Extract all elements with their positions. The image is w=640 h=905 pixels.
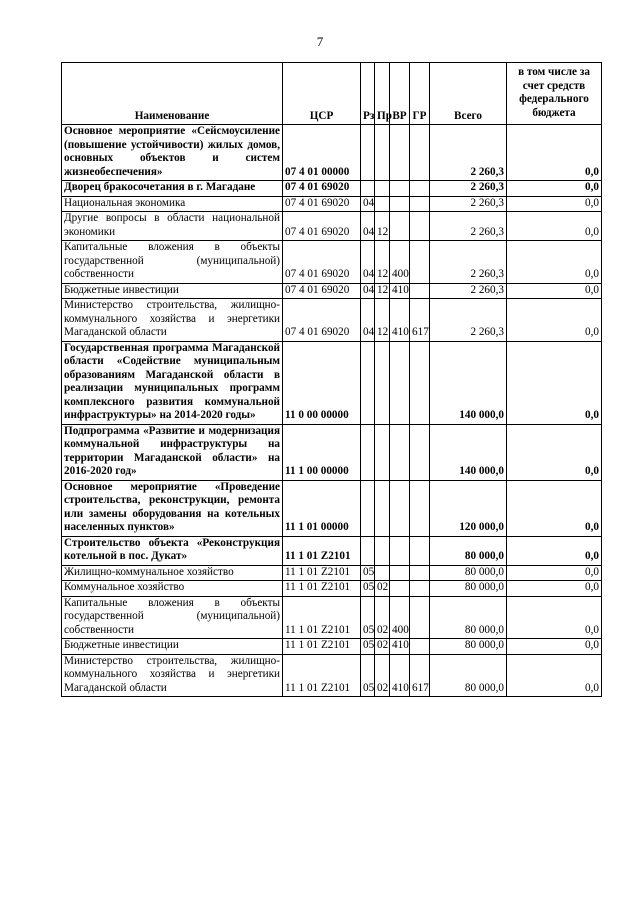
cell-total: 80 000,0 <box>430 654 507 697</box>
table-row <box>62 654 602 697</box>
cell-federal: 0,0 <box>507 424 602 480</box>
cell-csr: 11 1 01 Z2101 <box>283 639 361 655</box>
header-pr: Пр <box>375 63 390 125</box>
cell-gr <box>410 536 430 565</box>
cell-pr: 12 <box>375 212 390 241</box>
header-csr: ЦСР <box>283 63 361 125</box>
cell-federal: 0,0 <box>507 480 602 536</box>
cell-pr <box>375 181 390 197</box>
cell-vr <box>390 565 410 581</box>
cell-rz <box>361 181 375 197</box>
cell-total: 80 000,0 <box>430 536 507 565</box>
cell-total: 80 000,0 <box>430 639 507 655</box>
header-name: Наименование <box>62 63 283 125</box>
cell-gr <box>410 596 430 639</box>
cell-gr <box>410 181 430 197</box>
cell-gr <box>410 283 430 299</box>
cell-federal: 0,0 <box>507 596 602 639</box>
cell-name: Государственная программа Магаданской области «Содействие муниципальным образованиям Магаданской области в реализации муниципальных программ комплексного развития коммунальной инфраструктуры» на 2014-2020 годы» <box>62 341 283 424</box>
cell-vr: 410 <box>390 639 410 655</box>
cell-gr: 617 <box>410 299 430 342</box>
cell-rz: 05 <box>361 596 375 639</box>
cell-csr: 07 4 01 69020 <box>283 299 361 342</box>
cell-csr: 11 1 01 Z2101 <box>283 654 361 697</box>
cell-vr: 410 <box>390 283 410 299</box>
cell-name: Подпрограмма «Развитие и модернизация коммунальной инфраструктуры на территории Магаданской области» на 2016-2020 год» <box>62 424 283 480</box>
header-vr: ВР <box>390 63 410 125</box>
cell-pr: 02 <box>375 596 390 639</box>
cell-total: 2 260,3 <box>430 181 507 197</box>
cell-gr <box>410 480 430 536</box>
table-row <box>62 181 602 197</box>
cell-rz <box>361 341 375 424</box>
table-row <box>62 125 602 181</box>
table-row <box>62 596 602 639</box>
cell-pr: 02 <box>375 639 390 655</box>
cell-federal: 0,0 <box>507 181 602 197</box>
cell-rz: 05 <box>361 581 375 597</box>
page-number: 7 <box>316 34 324 49</box>
table-row <box>62 424 602 480</box>
header-rz: Рз <box>361 63 375 125</box>
cell-csr: 07 4 01 69020 <box>283 212 361 241</box>
cell-total: 2 260,3 <box>430 299 507 342</box>
cell-total: 80 000,0 <box>430 596 507 639</box>
cell-name: Жилищно-коммунальное хозяйство <box>62 565 283 581</box>
cell-total: 2 260,3 <box>430 283 507 299</box>
table-row <box>62 241 602 284</box>
cell-pr <box>375 480 390 536</box>
table-body <box>62 125 602 697</box>
cell-federal: 0,0 <box>507 283 602 299</box>
cell-pr <box>375 196 390 212</box>
cell-federal: 0,0 <box>507 536 602 565</box>
table-row <box>62 283 602 299</box>
cell-gr <box>410 581 430 597</box>
cell-vr: 400 <box>390 241 410 284</box>
table-row <box>62 565 602 581</box>
cell-csr: 07 4 01 69020 <box>283 196 361 212</box>
cell-gr: 617 <box>410 654 430 697</box>
cell-vr <box>390 212 410 241</box>
cell-vr: 410 <box>390 654 410 697</box>
cell-federal: 0,0 <box>507 125 602 181</box>
table-row <box>62 639 602 655</box>
cell-federal: 0,0 <box>507 196 602 212</box>
cell-csr: 11 1 00 00000 <box>283 424 361 480</box>
cell-federal: 0,0 <box>507 639 602 655</box>
cell-pr <box>375 125 390 181</box>
cell-total: 120 000,0 <box>430 480 507 536</box>
cell-name: Дворец бракосочетания в г. Магадане <box>62 181 283 197</box>
cell-federal: 0,0 <box>507 565 602 581</box>
cell-total: 2 260,3 <box>430 241 507 284</box>
cell-federal: 0,0 <box>507 212 602 241</box>
cell-gr <box>410 212 430 241</box>
header-federal: в том числе за счет средств федерального бюджета <box>507 63 602 125</box>
cell-vr <box>390 125 410 181</box>
cell-rz: 04 <box>361 241 375 284</box>
cell-pr <box>375 424 390 480</box>
cell-rz: 05 <box>361 654 375 697</box>
cell-name: Коммунальное хозяйство <box>62 581 283 597</box>
cell-gr <box>410 639 430 655</box>
table-row <box>62 196 602 212</box>
cell-name: Основное мероприятие «Проведение строительства, реконструкции, ремонта или замены оборудования на котельных населенных пунктов» <box>62 480 283 536</box>
cell-pr: 12 <box>375 241 390 284</box>
cell-federal: 0,0 <box>507 581 602 597</box>
table-row <box>62 299 602 342</box>
cell-rz <box>361 536 375 565</box>
cell-pr: 12 <box>375 283 390 299</box>
table-row <box>62 480 602 536</box>
cell-gr <box>410 341 430 424</box>
cell-rz: 04 <box>361 196 375 212</box>
cell-total: 2 260,3 <box>430 125 507 181</box>
table-row <box>62 212 602 241</box>
cell-csr: 07 4 01 69020 <box>283 283 361 299</box>
cell-rz <box>361 125 375 181</box>
cell-pr: 12 <box>375 299 390 342</box>
cell-total: 140 000,0 <box>430 341 507 424</box>
cell-vr <box>390 424 410 480</box>
cell-csr: 11 1 01 Z2101 <box>283 536 361 565</box>
cell-name: Капитальные вложения в объекты государственной (муниципальной) собственности <box>62 241 283 284</box>
cell-pr <box>375 536 390 565</box>
cell-vr <box>390 536 410 565</box>
cell-total: 80 000,0 <box>430 581 507 597</box>
budget-table <box>61 62 602 697</box>
header-total: Всего <box>430 63 507 125</box>
cell-vr <box>390 581 410 597</box>
cell-csr: 11 0 00 00000 <box>283 341 361 424</box>
cell-name: Национальная экономика <box>62 196 283 212</box>
cell-pr: 02 <box>375 581 390 597</box>
cell-gr <box>410 125 430 181</box>
table-header-row <box>62 63 602 125</box>
cell-rz: 05 <box>361 639 375 655</box>
cell-gr <box>410 424 430 480</box>
cell-name: Строительство объекта «Реконструкция котельной в пос. Дукат» <box>62 536 283 565</box>
cell-vr <box>390 341 410 424</box>
cell-pr <box>375 565 390 581</box>
cell-csr: 07 4 01 69020 <box>283 181 361 197</box>
cell-gr <box>410 565 430 581</box>
cell-rz: 04 <box>361 283 375 299</box>
cell-csr: 07 4 01 00000 <box>283 125 361 181</box>
cell-gr <box>410 196 430 212</box>
cell-total: 2 260,3 <box>430 212 507 241</box>
cell-federal: 0,0 <box>507 654 602 697</box>
cell-csr: 11 1 01 Z2101 <box>283 581 361 597</box>
cell-vr: 410 <box>390 299 410 342</box>
table-row <box>62 581 602 597</box>
cell-name: Бюджетные инвестиции <box>62 283 283 299</box>
cell-name: Бюджетные инвестиции <box>62 639 283 655</box>
cell-rz <box>361 424 375 480</box>
cell-pr <box>375 341 390 424</box>
header-gr: ГР <box>410 63 430 125</box>
cell-name: Другие вопросы в области национальной экономики <box>62 212 283 241</box>
cell-pr: 02 <box>375 654 390 697</box>
cell-rz: 05 <box>361 565 375 581</box>
cell-total: 140 000,0 <box>430 424 507 480</box>
cell-rz: 04 <box>361 299 375 342</box>
table-row <box>62 341 602 424</box>
cell-csr: 11 1 01 Z2101 <box>283 565 361 581</box>
cell-vr <box>390 480 410 536</box>
cell-name: Министерство строительства, жилищно-коммунального хозяйства и энергетики Магаданской области <box>62 299 283 342</box>
cell-vr <box>390 196 410 212</box>
cell-rz: 04 <box>361 212 375 241</box>
cell-csr: 11 1 01 Z2101 <box>283 596 361 639</box>
cell-csr: 07 4 01 69020 <box>283 241 361 284</box>
cell-gr <box>410 241 430 284</box>
cell-csr: 11 1 01 00000 <box>283 480 361 536</box>
cell-name: Капитальные вложения в объекты государственной (муниципальной) собственности <box>62 596 283 639</box>
cell-rz <box>361 480 375 536</box>
cell-name: Министерство строительства, жилищно-коммунального хозяйства и энергетики Магаданской области <box>62 654 283 697</box>
table-row <box>62 536 602 565</box>
cell-total: 2 260,3 <box>430 196 507 212</box>
cell-federal: 0,0 <box>507 341 602 424</box>
cell-federal: 0,0 <box>507 299 602 342</box>
cell-total: 80 000,0 <box>430 565 507 581</box>
cell-vr <box>390 181 410 197</box>
cell-vr: 400 <box>390 596 410 639</box>
cell-federal: 0,0 <box>507 241 602 284</box>
cell-name: Основное мероприятие «Сейсмоусиление (повышение устойчивости) жилых домов, основных объектов и систем жизнеобеспечения» <box>62 125 283 181</box>
